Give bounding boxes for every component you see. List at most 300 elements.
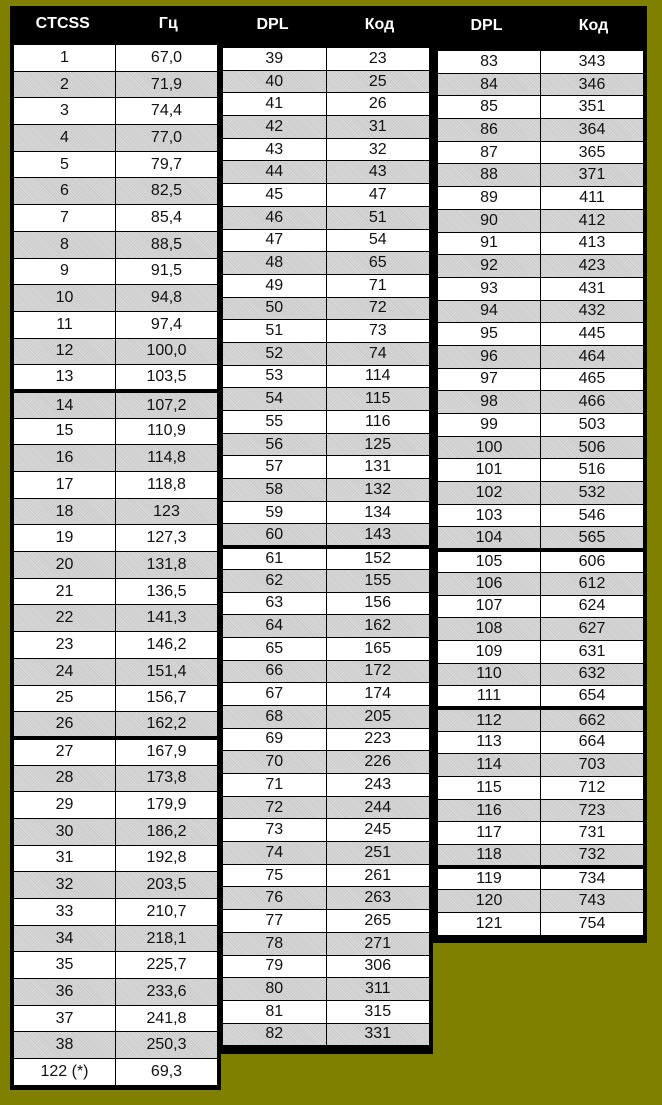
ctcss-table-row xyxy=(14,258,218,285)
value-cell: 241,8 xyxy=(116,1005,218,1032)
value-cell: 244 xyxy=(326,796,430,819)
channel-cell: 71 xyxy=(223,774,327,797)
dpl-table-1-row xyxy=(223,887,430,910)
ctcss-table-row xyxy=(14,391,218,418)
hz-header-label: Гц xyxy=(158,15,178,32)
channel-cell: 98 xyxy=(438,391,541,414)
value-cell: 606 xyxy=(541,550,644,573)
value-cell: 107,2 xyxy=(116,391,218,418)
value-cell: 411 xyxy=(541,187,644,210)
ctcss-table-row xyxy=(14,952,218,979)
value-cell: 315 xyxy=(326,1000,430,1023)
channel-cell: 29 xyxy=(14,792,116,819)
dpl-table-2-row xyxy=(438,572,644,595)
value-cell: 265 xyxy=(326,910,430,933)
dpl-table-1-row xyxy=(223,297,430,320)
value-cell: 343 xyxy=(541,51,644,74)
ctcss-table-row xyxy=(14,71,218,98)
value-cell: 74,4 xyxy=(116,98,218,125)
channel-cell: 53 xyxy=(223,365,327,388)
channel-cell: 34 xyxy=(14,925,116,952)
value-cell: 364 xyxy=(541,119,644,142)
value-cell: 261 xyxy=(326,864,430,887)
value-cell: 218,1 xyxy=(116,925,218,952)
value-cell: 146,2 xyxy=(116,632,218,659)
channel-cell: 47 xyxy=(223,229,327,252)
channel-cell: 94 xyxy=(438,300,541,323)
channel-cell: 85 xyxy=(438,96,541,119)
dpl-table-2-row xyxy=(438,550,644,573)
ctcss-table-row xyxy=(14,1059,218,1086)
channel-cell: 21 xyxy=(14,578,116,605)
value-cell: 346 xyxy=(541,73,644,96)
ctcss-table-row xyxy=(14,45,218,72)
ctcss-table-row xyxy=(14,365,218,392)
channel-cell: 49 xyxy=(223,274,327,297)
channel-cell: 113 xyxy=(438,731,541,754)
dpl-table-2-row xyxy=(438,708,644,731)
ctcss-table-row xyxy=(14,578,218,605)
channel-cell: 72 xyxy=(223,796,327,819)
value-cell: 464 xyxy=(541,345,644,368)
value-cell: 331 xyxy=(326,1023,430,1046)
dpl-table-2-row xyxy=(438,890,644,913)
dpl-header-2 xyxy=(433,6,647,46)
dpl-table-1-row xyxy=(223,705,430,728)
channel-cell: 8 xyxy=(14,231,116,258)
dpl-table-2-row xyxy=(438,663,644,686)
dpl-table-1-row xyxy=(223,456,430,479)
channel-cell: 31 xyxy=(14,845,116,872)
channel-cell: 63 xyxy=(223,592,327,615)
dpl-table-2-row xyxy=(438,255,644,278)
value-cell: 26 xyxy=(326,93,430,116)
value-cell: 123 xyxy=(116,498,218,525)
channel-cell: 11 xyxy=(14,311,116,338)
value-cell: 114,8 xyxy=(116,445,218,472)
channel-cell: 97 xyxy=(438,368,541,391)
channel-cell: 26 xyxy=(14,712,116,739)
value-cell: 23 xyxy=(326,48,430,71)
channel-cell: 42 xyxy=(223,116,327,139)
value-cell: 186,2 xyxy=(116,818,218,845)
value-cell: 423 xyxy=(541,255,644,278)
channel-cell: 55 xyxy=(223,411,327,434)
channel-cell: 74 xyxy=(223,842,327,865)
channel-cell: 122 (*) xyxy=(14,1059,116,1086)
value-cell: 631 xyxy=(541,640,644,663)
channel-cell: 10 xyxy=(14,285,116,312)
dpl-table-1-row xyxy=(223,1000,430,1023)
value-cell: 131 xyxy=(326,456,430,479)
ctcss-table-row xyxy=(14,525,218,552)
ctcss-table-row xyxy=(14,285,218,312)
value-cell: 151,4 xyxy=(116,658,218,685)
value-cell: 77,0 xyxy=(116,125,218,152)
value-cell: 179,9 xyxy=(116,792,218,819)
dpl-table-1-row xyxy=(223,411,430,434)
value-cell: 91,5 xyxy=(116,258,218,285)
value-cell: 162 xyxy=(326,615,430,638)
channel-cell: 96 xyxy=(438,345,541,368)
channel-cell: 84 xyxy=(438,73,541,96)
value-cell: 115 xyxy=(326,388,430,411)
dpl-table-1-row xyxy=(223,637,430,660)
value-cell: 31 xyxy=(326,116,430,139)
value-cell: 546 xyxy=(541,504,644,527)
value-cell: 664 xyxy=(541,731,644,754)
dpl-table-2-row xyxy=(438,187,644,210)
ctcss-table-row xyxy=(14,632,218,659)
value-cell: 127,3 xyxy=(116,525,218,552)
code-header-label-2: Код xyxy=(578,17,609,34)
value-cell: 251 xyxy=(326,842,430,865)
dpl-table-2-row xyxy=(438,822,644,845)
ctcss-table-row xyxy=(14,925,218,952)
dpl-table-1-row xyxy=(223,524,430,547)
value-cell: 233,6 xyxy=(116,979,218,1006)
value-cell: 167,9 xyxy=(116,738,218,765)
channel-cell: 24 xyxy=(14,658,116,685)
ctcss-table-row xyxy=(14,231,218,258)
channel-cell: 16 xyxy=(14,445,116,472)
value-cell: 413 xyxy=(541,232,644,255)
value-cell: 69,3 xyxy=(116,1059,218,1086)
value-cell: 65 xyxy=(326,252,430,275)
dpl-table-1-row xyxy=(223,161,430,184)
channel-cell: 19 xyxy=(14,525,116,552)
channel-cell: 30 xyxy=(14,818,116,845)
channel-cell: 25 xyxy=(14,685,116,712)
channel-cell: 115 xyxy=(438,777,541,800)
channel-cell: 111 xyxy=(438,686,541,709)
value-cell: 73 xyxy=(326,320,430,343)
value-cell: 74 xyxy=(326,342,430,365)
value-cell: 210,7 xyxy=(116,899,218,926)
dpl-table-2-row xyxy=(438,141,644,164)
channel-cell: 66 xyxy=(223,660,327,683)
value-cell: 351 xyxy=(541,96,644,119)
value-cell: 162,2 xyxy=(116,712,218,739)
channel-cell: 65 xyxy=(223,637,327,660)
value-cell: 85,4 xyxy=(116,205,218,232)
dpl-table-1-row xyxy=(223,592,430,615)
channel-cell: 112 xyxy=(438,708,541,731)
value-cell: 173,8 xyxy=(116,765,218,792)
channel-cell: 57 xyxy=(223,456,327,479)
dpl-header-label-1: DPL xyxy=(256,16,289,33)
value-cell: 156 xyxy=(326,592,430,615)
dpl-table-2-row xyxy=(438,482,644,505)
ctcss-table-row xyxy=(14,552,218,579)
dpl-table-1-row xyxy=(223,819,430,842)
value-cell: 143 xyxy=(326,524,430,547)
value-cell: 662 xyxy=(541,708,644,731)
ctcss-table-row xyxy=(14,685,218,712)
dpl-panel-1 xyxy=(219,6,433,1054)
dpl-table-1-row xyxy=(223,547,430,570)
channel-cell: 118 xyxy=(438,845,541,868)
value-cell: 732 xyxy=(541,845,644,868)
dpl-table-2-row xyxy=(438,686,644,709)
value-cell: 51 xyxy=(326,206,430,229)
dpl-table-1-row xyxy=(223,1023,430,1046)
dpl-table-1-row xyxy=(223,320,430,343)
value-cell: 156,7 xyxy=(116,685,218,712)
channel-cell: 23 xyxy=(14,632,116,659)
dpl-table-2-row xyxy=(438,640,644,663)
value-cell: 712 xyxy=(541,777,644,800)
channel-cell: 33 xyxy=(14,899,116,926)
channel-cell: 56 xyxy=(223,433,327,456)
channel-cell: 82 xyxy=(223,1023,327,1046)
dpl-table-2-row xyxy=(438,436,644,459)
dpl-table-2-row xyxy=(438,527,644,550)
value-cell: 152 xyxy=(326,547,430,570)
channel-cell: 83 xyxy=(438,51,541,74)
dpl-table-2-row xyxy=(438,164,644,187)
value-cell: 250,3 xyxy=(116,1032,218,1059)
dpl-table-1 xyxy=(222,47,430,1046)
channel-cell: 110 xyxy=(438,663,541,686)
channel-cell: 3 xyxy=(14,98,116,125)
value-cell: 79,7 xyxy=(116,151,218,178)
value-cell: 174 xyxy=(326,683,430,706)
channel-cell: 1 xyxy=(14,45,116,72)
value-cell: 271 xyxy=(326,932,430,955)
ctcss-table-row xyxy=(14,178,218,205)
dpl-table-2-row xyxy=(438,504,644,527)
channel-cell: 81 xyxy=(223,1000,327,1023)
channel-cell: 39 xyxy=(223,48,327,71)
channel-cell: 116 xyxy=(438,799,541,822)
value-cell: 632 xyxy=(541,663,644,686)
channel-cell: 108 xyxy=(438,618,541,641)
value-cell: 43 xyxy=(326,161,430,184)
channel-cell: 107 xyxy=(438,595,541,618)
ctcss-table-row xyxy=(14,98,218,125)
channel-cell: 4 xyxy=(14,125,116,152)
value-cell: 412 xyxy=(541,209,644,232)
channel-cell: 18 xyxy=(14,498,116,525)
dpl-table-1-row xyxy=(223,615,430,638)
ctcss-table-row xyxy=(14,792,218,819)
channel-cell: 100 xyxy=(438,436,541,459)
channel-cell: 99 xyxy=(438,414,541,437)
value-cell: 226 xyxy=(326,751,430,774)
dpl-table-2-row xyxy=(438,459,644,482)
channel-cell: 13 xyxy=(14,365,116,392)
value-cell: 141,3 xyxy=(116,605,218,632)
channel-cell: 103 xyxy=(438,504,541,527)
channel-cell: 20 xyxy=(14,552,116,579)
ctcss-table-row xyxy=(14,818,218,845)
dpl-panel-2 xyxy=(433,6,647,943)
value-cell: 67,0 xyxy=(116,45,218,72)
value-cell: 118,8 xyxy=(116,472,218,499)
value-cell: 54 xyxy=(326,229,430,252)
value-cell: 100,0 xyxy=(116,338,218,365)
channel-cell: 38 xyxy=(14,1032,116,1059)
dpl-table-2-row xyxy=(438,232,644,255)
value-cell: 365 xyxy=(541,141,644,164)
value-cell: 165 xyxy=(326,637,430,660)
value-cell: 155 xyxy=(326,569,430,592)
value-cell: 624 xyxy=(541,595,644,618)
value-cell: 245 xyxy=(326,819,430,842)
value-cell: 71 xyxy=(326,274,430,297)
dpl-table-1-row xyxy=(223,683,430,706)
dpl-table-1-row xyxy=(223,274,430,297)
value-cell: 465 xyxy=(541,368,644,391)
dpl-table-2-row xyxy=(438,731,644,754)
value-cell: 114 xyxy=(326,365,430,388)
channel-cell: 106 xyxy=(438,572,541,595)
value-cell: 263 xyxy=(326,887,430,910)
dpl-table-1-row xyxy=(223,932,430,955)
channel-cell: 52 xyxy=(223,342,327,365)
ctcss-table-row xyxy=(14,605,218,632)
ctcss-table-row xyxy=(14,151,218,178)
channel-cell: 80 xyxy=(223,978,327,1001)
channel-cell: 87 xyxy=(438,141,541,164)
channel-cell: 41 xyxy=(223,93,327,116)
channel-cell: 62 xyxy=(223,569,327,592)
channel-cell: 89 xyxy=(438,187,541,210)
dpl-table-1-row xyxy=(223,660,430,683)
dpl-table-1-row xyxy=(223,796,430,819)
channel-cell: 75 xyxy=(223,864,327,887)
value-cell: 131,8 xyxy=(116,552,218,579)
value-cell: 103,5 xyxy=(116,365,218,392)
value-cell: 371 xyxy=(541,164,644,187)
value-cell: 627 xyxy=(541,618,644,641)
value-cell: 110,9 xyxy=(116,418,218,445)
dpl-table-2-row xyxy=(438,867,644,890)
dpl-table-1-row xyxy=(223,365,430,388)
value-cell: 134 xyxy=(326,501,430,524)
dpl-table-1-row xyxy=(223,751,430,774)
ctcss-table-row xyxy=(14,498,218,525)
channel-cell: 120 xyxy=(438,890,541,913)
channel-cell: 73 xyxy=(223,819,327,842)
dpl-table-1-row xyxy=(223,774,430,797)
channel-cell: 109 xyxy=(438,640,541,663)
channel-cell: 14 xyxy=(14,391,116,418)
channel-cell: 68 xyxy=(223,705,327,728)
value-cell: 723 xyxy=(541,799,644,822)
channel-cell: 93 xyxy=(438,277,541,300)
code-header-label-1: Код xyxy=(364,16,395,33)
ctcss-table-row xyxy=(14,1032,218,1059)
ctcss-table-row xyxy=(14,125,218,152)
value-cell: 432 xyxy=(541,300,644,323)
ctcss-table-row xyxy=(14,445,218,472)
channel-cell: 86 xyxy=(438,119,541,142)
channel-cell: 88 xyxy=(438,164,541,187)
channel-cell: 76 xyxy=(223,887,327,910)
dpl-table-1-row xyxy=(223,229,430,252)
dpl-table-1-row xyxy=(223,501,430,524)
channel-cell: 91 xyxy=(438,232,541,255)
dpl-table-2-row xyxy=(438,119,644,142)
channel-cell: 102 xyxy=(438,482,541,505)
value-cell: 125 xyxy=(326,433,430,456)
value-cell: 306 xyxy=(326,955,430,978)
value-cell: 97,4 xyxy=(116,311,218,338)
dpl-table-2-row xyxy=(438,754,644,777)
channel-cell: 27 xyxy=(14,738,116,765)
ctcss-table-row xyxy=(14,872,218,899)
dpl-table-2-row xyxy=(438,414,644,437)
dpl-table-1-row xyxy=(223,433,430,456)
dpl-table-2-row xyxy=(438,799,644,822)
channel-cell: 51 xyxy=(223,320,327,343)
value-cell: 743 xyxy=(541,890,644,913)
channel-cell: 67 xyxy=(223,683,327,706)
value-cell: 734 xyxy=(541,867,644,890)
ctcss-table-row xyxy=(14,418,218,445)
value-cell: 172 xyxy=(326,660,430,683)
value-cell: 532 xyxy=(541,482,644,505)
channel-cell: 95 xyxy=(438,323,541,346)
dpl-table-1-row xyxy=(223,955,430,978)
ctcss-table-row xyxy=(14,205,218,232)
channel-cell: 119 xyxy=(438,867,541,890)
value-cell: 466 xyxy=(541,391,644,414)
channel-cell: 15 xyxy=(14,418,116,445)
value-cell: 25 xyxy=(326,70,430,93)
channel-cell: 48 xyxy=(223,252,327,275)
value-cell: 506 xyxy=(541,436,644,459)
dpl-table-1-row xyxy=(223,252,430,275)
ctcss-table-row xyxy=(14,899,218,926)
channel-cell: 43 xyxy=(223,138,327,161)
channel-cell: 92 xyxy=(438,255,541,278)
channel-cell: 35 xyxy=(14,952,116,979)
value-cell: 223 xyxy=(326,728,430,751)
dpl-table-1-row xyxy=(223,388,430,411)
value-cell: 612 xyxy=(541,572,644,595)
channel-cell: 54 xyxy=(223,388,327,411)
value-cell: 82,5 xyxy=(116,178,218,205)
ctcss-table-row xyxy=(14,1005,218,1032)
value-cell: 72 xyxy=(326,297,430,320)
channel-cell: 7 xyxy=(14,205,116,232)
dpl-table-2-row xyxy=(438,96,644,119)
ctcss-table-row xyxy=(14,845,218,872)
dpl-table-2-row xyxy=(438,323,644,346)
channel-cell: 69 xyxy=(223,728,327,751)
value-cell: 203,5 xyxy=(116,872,218,899)
channel-cell: 64 xyxy=(223,615,327,638)
dpl-table-2-row xyxy=(438,391,644,414)
value-cell: 136,5 xyxy=(116,578,218,605)
channel-cell: 78 xyxy=(223,932,327,955)
value-cell: 192,8 xyxy=(116,845,218,872)
value-cell: 445 xyxy=(541,323,644,346)
channel-cell: 104 xyxy=(438,527,541,550)
ctcss-table-row xyxy=(14,472,218,499)
channel-cell: 50 xyxy=(223,297,327,320)
dpl-table-1-row xyxy=(223,479,430,502)
ctcss-table xyxy=(13,44,218,1086)
value-cell: 565 xyxy=(541,527,644,550)
value-cell: 132 xyxy=(326,479,430,502)
channel-cell: 60 xyxy=(223,524,327,547)
dpl-table-2-row xyxy=(438,345,644,368)
dpl-table-2-row xyxy=(438,777,644,800)
